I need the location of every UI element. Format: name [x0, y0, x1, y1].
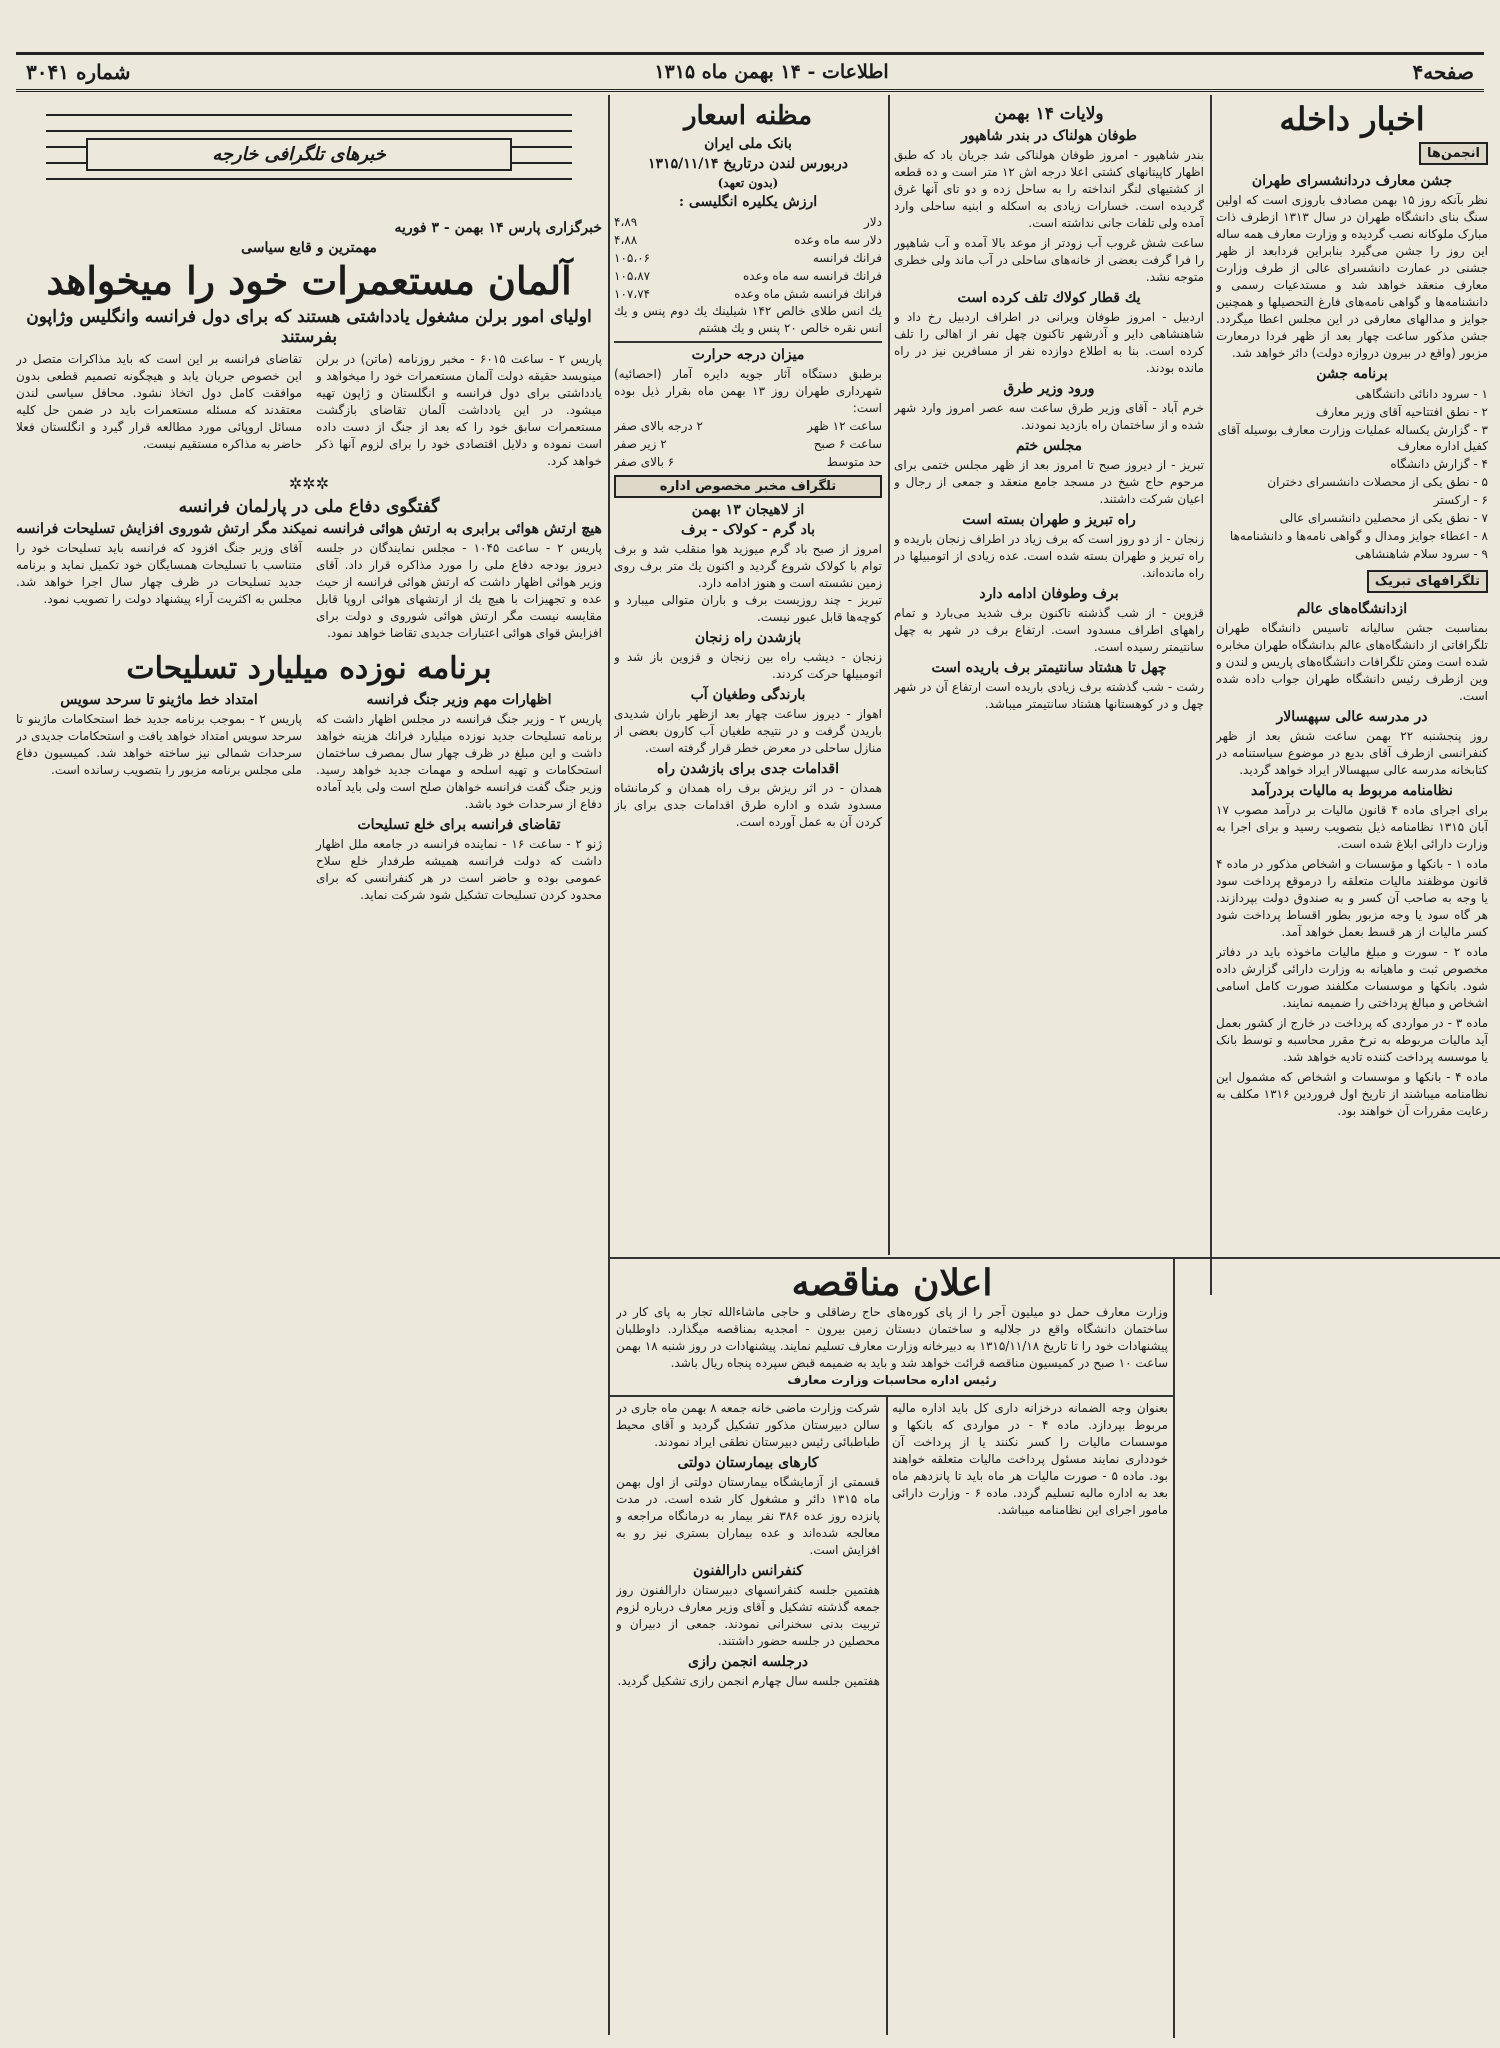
article-headline: اظهارات مهم وزیر جنگ فرانسه	[366, 692, 552, 708]
section-banner: تلگرافهای تبریک	[1367, 570, 1488, 593]
article-headline: برنامه نوزده میلیارد تسلیحات	[126, 651, 492, 686]
dateline: اطلاعات - ۱۴ بهمن ماه ۱۳۱۵	[654, 61, 889, 83]
program-heading: برنامه جشن	[1316, 366, 1388, 382]
column-rule	[608, 95, 610, 2035]
article-headline: ازدانشگاه‌های عالم	[1296, 601, 1408, 617]
article-headline: برف وطوفان ادامه دارد	[979, 586, 1119, 602]
column-rule	[1173, 1258, 1175, 2038]
masthead-title: خبرهای تلگرافی خارجه	[86, 138, 512, 171]
list-item: ۷ - نطق یکی از محصلین دانشسرای عالی	[1279, 511, 1488, 525]
table-row	[614, 417, 882, 435]
temp-label: ساعت ۱۲ ظهر	[807, 419, 882, 433]
column-regulation-cont	[892, 1400, 1168, 2032]
article-headline: کارهای بیمارستان دولتی	[677, 1455, 819, 1471]
list-item: ۲ - نطق افتتاحیه آقای وزیر معارف	[1315, 405, 1488, 419]
article-headline: بارندگی وطغیان آب	[690, 687, 806, 703]
section-rule	[610, 1395, 1174, 1397]
ornament: ✲✲✲	[288, 474, 330, 493]
section-title: ولایات ۱۴ بهمن	[994, 104, 1104, 124]
rate-value: ۴،۸۹	[614, 215, 638, 229]
article-body: بعنوان وجه الضمانه درخزانه داری کل باید اداره مالیه مربوط بپردازد. ماده ۴ - در مواردی که بانکها و موسسات مالیات را کسر نکنند یا از پرداخت آن خودداری نمایند مسئول پرداخت مالیات متعلقه خواهند بود. ماده ۵ - صورت مالیات هر ماه باید تا پانزدهم ماه بعد به اداره مالیه تسلیم گردد. ماده ۶ - وزارت دارائی مامور اجرای این نظامنامه میباشد.	[892, 1401, 1168, 1517]
article-body: ژنو ۲ - ساعت ۱۶ - نماینده فرانسه در جامعه ملل اظهار داشت که دولت فرانسه همیشه طرفدار خلع سلاح عمومی بوده و حاضر است در هر کنفرانسی که برای محدود کردن تسلیحات تشکیل شود شرکت نماید.	[316, 837, 602, 902]
list-item: ۹ - سرود سلام شاهنشاهی	[1355, 547, 1488, 561]
list-item: ۸ - اعطاء جوایز ومدال و گواهی نامه‌ها و دانشنامه‌ها	[1229, 529, 1488, 543]
rate-value: ۱۰۵،۸۷	[614, 269, 651, 283]
article-headline: در مدرسه عالی سپهسالار	[1276, 709, 1428, 725]
staff-line	[46, 114, 572, 116]
paragraph: ماده ۱ - بانکها و مؤسسات و اشخاص مذکور در ماده ۴ قانون موظفند مالیات متعلقه را درموقع پرداخت سود یا وجه به صاحب آن کسر و به صندوق دولت بپردازند. هر گاه سود یا وجه مزبور بطور اقساط پرداخت شود کسر مالیات از هر قسط بعمل خواهد آمد.	[1216, 857, 1488, 939]
paragraph: ماده ۴ - بانکها و موسسات و اشخاص که مشمول این نظامنامه میباشند از تاریخ اول فروردین ۱۳۱۶ مکلف به رعایت مقررات آن خواهند بود.	[1216, 1070, 1488, 1118]
kicker: مهمترین و قایع سیاسی	[241, 240, 377, 256]
table-row	[614, 213, 882, 231]
paragraph: ماده ۲ - سورت و مبلغ مالیات ماخوذه باید در دفاتر مخصوص ثبت و ماهیانه به وزارت دارائی گزارش داده شود. بانکها و موسسات مکلفند صورت کامل اسامی اشخاص و مبالغ پرداختی را ضمیمه نمایند.	[1216, 945, 1488, 1010]
table-row	[614, 285, 882, 303]
gold-note: یك انس طلای خالص ۱۴۲ شیلینك یك دوم پنس و یك انس نقره خالص ۲۰ پنس و یك هشتم	[614, 304, 882, 335]
article-headline: جشن معارف دردانشسرای طهران	[1251, 173, 1453, 189]
article-body: امروز از صبح باد گرم میوزید هوا منقلب شد و برف توام با کولاک شروع گردید و اکنون یك متر برف روی زمین نشسته است و هنوز ادامه دارد.	[614, 542, 882, 590]
article-headline: درجلسه انجمن رازی	[688, 1654, 808, 1670]
page-header	[16, 52, 1484, 92]
staff-line	[46, 130, 572, 132]
temp-label: ساعت ۶ صبح	[813, 437, 882, 451]
temp-value: ۲ زیر صفر	[614, 437, 667, 451]
article-body: اهواز - دیروز ساعت چهار بعد ازظهر باران شدیدی باریدن گرفت و در نتیجه طغیان آب کارون بعضی از منازل ساحلی در معرض خطر قرار گرفته است.	[614, 707, 882, 755]
rate-value: ۴،۸۸	[614, 233, 638, 247]
article-body: پاریس ۲ - ساعت ۱۰۴۵ - مجلس نمایندگان در جلسه دیروز بودجه دفاع ملی را مورد مذاکره قرار داد. آقای وزیر هوائی اظهار داشت که ارتش هوائی فرانسه از حیث عده و تجهیزات با هیچ یك از ارتشهای هوائی اروپا قابل مقایسه نیست مگر ارتش هوائی شوروی و دولت برای افزایش قوای هوائی اعتبارات جدیدی تقاضا خواهد نمود.	[316, 541, 602, 640]
article-body: زنجان - از دو روز است که برف زیاد در اطراف زنجان باریده و راه تبریز و طهران بسته شده است. عده زیادی از اتومبیلها در راه مانده‌اند.	[894, 532, 1204, 580]
issue-number: شماره ۳۰۴۱	[26, 60, 131, 84]
list-item: ۴ - گزارش دانشگاه	[1390, 457, 1488, 471]
article-headline: کنفرانس دارالفنون	[692, 1563, 804, 1579]
article-headline: بازشدن راه زنجان	[694, 630, 802, 646]
column-rule	[888, 95, 890, 1255]
article-headline: نظامنامه مربوط به مالیات بردرآمد	[1251, 783, 1453, 799]
article-headline: یك قطار كولاك تلف كرده است	[957, 290, 1141, 306]
two-column-body	[16, 688, 602, 904]
program-list	[1216, 386, 1488, 562]
temperature-table	[614, 417, 882, 471]
rates-note: (بدون تعهد)	[717, 176, 779, 190]
list-item: ۳ - گزارش یکساله عملیات وزارت معارف بوسیله آقای کفیل اداره معارف	[1217, 423, 1488, 453]
article-headline: تقاضای فرانسه برای خلع تسلیحات	[357, 817, 561, 833]
tender-advertisement	[616, 1262, 1168, 1390]
temperature-heading: میزان درجه حرارت	[691, 347, 805, 363]
article-body: تبریز - از دیروز صبح تا امروز بعد از ظهر مجلس ختمی برای مرحوم حاج شیخ در مسجد جامع منعقد و جمعی از رجال و اعیان شرکت داشتند.	[894, 458, 1204, 506]
article-headline: گفتگوی دفاع ملی در پارلمان فرانسه	[178, 497, 440, 517]
rate-label: فرانك فرانسه	[812, 251, 882, 265]
column-rule	[886, 1395, 888, 2035]
article-headline: امتداد خط ماژینو تا سرحد سویس	[60, 692, 258, 708]
column-rates	[614, 100, 882, 1250]
section-label: انجمن‌ها	[1419, 142, 1488, 165]
column-education	[616, 1400, 880, 2032]
rates-subtitle: دربورس لندن درتاریخ ۱۳۱۵/۱۱/۱۴	[648, 156, 848, 172]
article-body: اردبیل - امروز طوفان ویرانی در اطراف اردبیل رخ داد و شاهنشاهی دایر و آذرشهر تاکنون چهل نفر از اهالی را تلف کرده است. بنا به اطلاع دوازده نفر از مسافرین نیز در راه مانده بودند.	[894, 310, 1204, 375]
temp-value: ۶ بالای صفر	[614, 455, 675, 469]
rates-heading: ارزش یکلیره انگلیسی :	[678, 194, 818, 210]
paragraph: ماده ۳ - در مواردی که پرداخت در خارج از کشور بعمل آید مالیات مربوطه به نرخ مقرر محاسبه و توسط بانک یا موسسه پرداخت کننده تادیه خواهد شد.	[1216, 1016, 1488, 1064]
article-body: رشت - شب گذشته برف زیادی باریده است ارتفاع آن در شهر چهل و در کوهستانها هشتاد سانتیمتر میباشد.	[894, 680, 1204, 711]
article-body: زنجان - دیشب راه بین زنجان و قزوین باز شد و اتومبیلها حرکت کردند.	[614, 650, 882, 681]
article-subheadline: باد گرم - کولاک - برف	[681, 522, 815, 538]
table-row	[614, 267, 882, 285]
temp-label: حد متوسط	[826, 455, 882, 469]
ad-signature: رئیس اداره محاسبات وزارت معارف	[787, 1373, 997, 1387]
paragraph: ساعت شش غروب آب زودتر از موعد بالا آمده و آب شاهپور را فرا گرفت بعضی از خانه‌های ساحلی در آب ماند ولی خطری متوجه نشد.	[894, 236, 1204, 284]
table-row	[614, 435, 882, 453]
foreign-news-masthead	[16, 98, 602, 216]
temperature-subtitle: برطبق دستگاه آثار جویه دایره آمار (احصائیه) شهرداری طهران روز ۱۳ بهمن ماه بقرار ذیل بوده است:	[614, 367, 882, 415]
table-row	[614, 249, 882, 267]
article-body: روز پنجشنبه ۲۲ بهمن ساعت شش بعد از ظهر کنفرانسی ازطرف آقای بدیع در موضوع سیاستنامه در کتابخانه مدرسه عالی سپهسالار ایراد خواهد گردید.	[1216, 729, 1488, 777]
article-body: پاریس ۲ - ساعت ۶۰۱۵ - مخبر روزنامه (ماتن) در برلن مینویسد حقیقه دولت آلمان مستعمرات خود را میخواهد و یادداشتی برای دول فرانسه و انگلستان و ژاپون تهیه میشود. در این یادداشت آلمان تقاضای بازگشت مستعمرات سابق خود را که بعد از جنگ از دست داده است نموده و دلایل اقتصادی خود را برای لزوم آنها ذکر خواهد کرد.	[316, 352, 602, 468]
bank-name: بانک ملی ایران	[704, 136, 792, 152]
paragraph: بندر شاهپور - امروز طوفان هولناکی شد جریان باد که طبق اظهار کاپیتانهای کشتی اعلا درجه اش ۱۲ متر است و ده قطعه از کشتیهای لنگر انداخته را به ساحل زده و دو تای آنها غرق گردیده است. خسارات زیادی به اسکله و ابنیه ساحلی وارد آمده ولی تلفات جانی نداشته است.	[894, 148, 1204, 230]
article-headline: از لاهیجان ۱۳ بهمن	[691, 502, 805, 518]
rates-table	[614, 213, 882, 303]
rate-value: ۱۰۷،۷۴	[614, 287, 651, 301]
section-title: مظنه اسعار	[683, 101, 813, 131]
article-body: پاریس ۲ - وزیر جنگ فرانسه در مجلس اظهار داشت که برنامه تسلیحات جدید نوزده میلیارد فرانك هزینه خواهد داشت و این مبلغ در ظرف چهار سال بمصرف ساختمان استحکامات و تهیه اسلحه و مهمات جدید خواهد رسید. وزیر جنگ گفت فرانسه خواهان صلح است ولی باید آماده دفاع از سرحدات خود باشد.	[316, 712, 602, 811]
divider	[614, 341, 882, 343]
main-headline: آلمان مستعمرات خود را میخواهد	[46, 258, 572, 303]
rate-label: دلار سه ماه وعده	[794, 233, 882, 247]
list-item: ۵ - نطق یکی از محصلات دانشسرای دختران	[1267, 475, 1488, 489]
section-banner: تلگراف مخبر مخصوص اداره	[614, 475, 882, 498]
two-column-body	[16, 540, 602, 642]
article-body: همدان - در اثر ریزش برف راه همدان و کرمانشاه مسدود شده و اداره طرق اقدامات جدی برای باز کردن آن به عمل آورده است.	[614, 781, 882, 829]
article-body: بمناسبت جشن سالیانه تاسیس دانشگاه طهران تلگرافاتی از دانشگاه‌های عالم بدانشگاه طهران مخابره شده است ومتن تلگرافات دانشگاه‌های پاریس و لندن و وین ازطرف رئیس دانشگاه طهران جواب داده شده است.	[1216, 621, 1488, 703]
list-item: ۱ - سرود دانائی دانشگاهی	[1355, 387, 1488, 401]
article-subheadline: هیچ ارتش هوائی برابری به ارتش هوائی فرانسه نمیکند مگر ارتش شوروی افزایش تسلیحات فرانسه	[16, 521, 602, 537]
temp-value: ۲ درجه بالای صفر	[614, 419, 703, 433]
column-provinces	[894, 100, 1204, 1250]
rate-label: دلار	[864, 215, 882, 229]
staff-line	[46, 178, 572, 180]
article-body	[894, 147, 1204, 286]
paragraph: برای اجرای ماده ۴ قانون مالیات بر درآمد مصوب ۱۷ آبان ۱۳۱۵ نظامنامه ذیل بتصویب رسید و برای اجرا به وزارت دارائی ابلاغ شده است.	[1216, 803, 1488, 851]
article-headline: ورود وزیر طرق	[1003, 381, 1095, 397]
article-body: تقاضای فرانسه بر این است که باید مذاکرات متصل در این خصوص جریان یابد و هیچگونه تصمیم قطعی بدون موافقت کامل دول اتخاذ نشود. محافل سیاسی لندن معتقدند که مسئله مستعمرات باید در ضمن حل کلیه مسائل اروپائی مورد مطالعه قرار گیرد و انگلستان فعلا حاضر به مذاکره مستقیم نیست.	[16, 352, 302, 451]
article-headline: طوفان هولناک در بندر شاهپور	[961, 128, 1137, 144]
rate-label: فرانك فرانسه شش ماه وعده	[734, 287, 882, 301]
rate-label: فرانك فرانسه سه ماه وعده	[743, 269, 882, 283]
article-body: آقای وزیر جنگ افزود که فرانسه باید تسلیحات خود را متناسب با تسلیحات همسایگان خود تکمیل نماید و برنامه جدید تسلیحات در ظرف چهار سال اجرا خواهد شد. مجلس به اکثریت آراء پیشنهاد دولت را تصویب نمود.	[16, 541, 302, 606]
article-body: شرکت وزارت ماضی خانه جمعه ۸ بهمن ماه جاری در سالن دبیرستان مذکور تشکیل گردید و آقای محیط طباطبائی رئیس دبیرستان نطقی ایراد نمودند.	[616, 1401, 880, 1449]
agency-dateline: خبرگزاری پارس ۱۴ بهمن - ۳ فوریه	[394, 220, 602, 236]
section-title: اخبار داخله	[1279, 100, 1425, 138]
table-row	[614, 453, 882, 471]
ad-body: وزارت معارف حمل دو میلیون آجر را از پای کوره‌های حاج رضاقلی و حاجی ماشاءالله تجار به پای کار در ساختمان دانشگاه واقع در جلالیه و ساختمان دبستان زمین بیرون - امجدیه بمناقصه میگذارد. داوطلبان پیشنهادات خود را تا تاریخ ۱۳۱۵/۱۱/۱۸ به دبیرخانه وزارت معارف تسلیم نمایند. پیشنهادات در روز شنبه ۱۸ بهمن ساعت ۱۰ صبح در کمیسیون مناقصه قرائت خواهد شد و باید به ضمیمه قبض سپرده پنجاه ریال باشد.	[616, 1305, 1168, 1370]
subcolumn	[16, 688, 302, 904]
list-item: ۶ - ارکستر	[1433, 493, 1488, 507]
subcolumn	[316, 688, 602, 904]
ad-title: اعلان مناقصه	[791, 1262, 993, 1304]
page-number: صفحه۴	[1412, 60, 1474, 84]
article-body: نظر بآنکه روز ۱۵ بهمن مصادف باروزی است که اولین سنگ بنای دانشگاه طهران در سال ۱۳۱۳ ازطرف ذات مبارک ملوکانه نصب گردیده و وزارت معارف همه ساله این روز را جشن می‌گیرد بنابراین فردابعد از ظهر جشنی در عمارت دانشسرای عالی از طرف وزارت معارف منعقد خواهد شد و مستدعیات رسمی و دانشنامه‌ها و گواهی نامه‌های فارغ التحصیلها و همچنین جوایز و مدالهای معارفی در این مجلس اعطا میگردد. جشن مذکور ساعت چهار بعد از ظهر فردا درمعارت مزبور (واقع در بیرون دروازه دولت) دائر خواهد شد.	[1216, 193, 1488, 360]
column-foreign-news	[16, 98, 602, 2038]
article-body: هفتمین جلسه کنفرانسهای دبیرستان دارالفنون روز جمعه گذشته تشکیل و آقای وزیر معارف درباره لزوم تربیت بدنی سخنرانی نمودند. جمعی از دبیران و محصلین در جلسه حضور داشتند.	[616, 1583, 880, 1648]
article-body: تبریز - چند روزیست برف و باران متوالی میبارد و کوچه‌ها قابل عبور نیست.	[614, 593, 882, 624]
column-rule	[1210, 95, 1212, 1295]
article-body: پاریس ۲ - بموجب برنامه جدید خط استحکامات ماژینو تا سرحد سویس امتداد خواهد یافت و استحکامات جدیدی در سرحدات شمالی نیز ساخته خواهد شد. کمیسیون دفاع ملی مجلس برنامه مزبور را بتصویب رسانده است.	[16, 712, 302, 777]
article-headline: چهل تا هشتاد سانتیمتر برف باریده است	[931, 660, 1167, 676]
column-domestic-news	[1216, 100, 1488, 1990]
article-body: قزوین - از شب گذشته تاکنون برف شدید می‌بارد و تمام راههای اطراف مسدود است. ارتفاع برف در شهر به چهل سانتیمتر رسیده است.	[894, 606, 1204, 654]
article-headline: راه تبریز و طهران بسته است	[962, 512, 1136, 528]
rate-value: ۱۰۵،۰۶	[614, 251, 651, 265]
article-body	[1216, 802, 1488, 1120]
two-column-body	[16, 351, 602, 470]
article-headline: مجلس ختم	[1015, 438, 1083, 454]
table-row	[614, 231, 882, 249]
article-body: قسمتی از آزمایشگاه بیمارستان دولتی از اول بهمن ماه ۱۳۱۵ دائر و مشغول کار شده است. در مدت پانزده روز عده ۳۸۶ نفر بیمار به درمانگاه مراجعه و معالجه شده‌اند و عده بیماران بستری نیز رو به افزایش است.	[616, 1475, 880, 1557]
article-body: هفتمین جلسه سال چهارم انجمن رازی تشکیل گردید.	[617, 1674, 880, 1688]
article-body: خرم آباد - آقای وزیر طرق ساعت سه عصر امروز وارد شهر شده و از ساختمان راه بازدید نمودند.	[894, 401, 1204, 432]
article-headline: اقدامات جدی برای بازشدن راه	[657, 761, 839, 777]
main-subheadline: اولیای امور برلن مشغول یادداشتی هستند که برای دول فرانسه وانگلیس وژاپون بفرستند	[26, 307, 592, 347]
